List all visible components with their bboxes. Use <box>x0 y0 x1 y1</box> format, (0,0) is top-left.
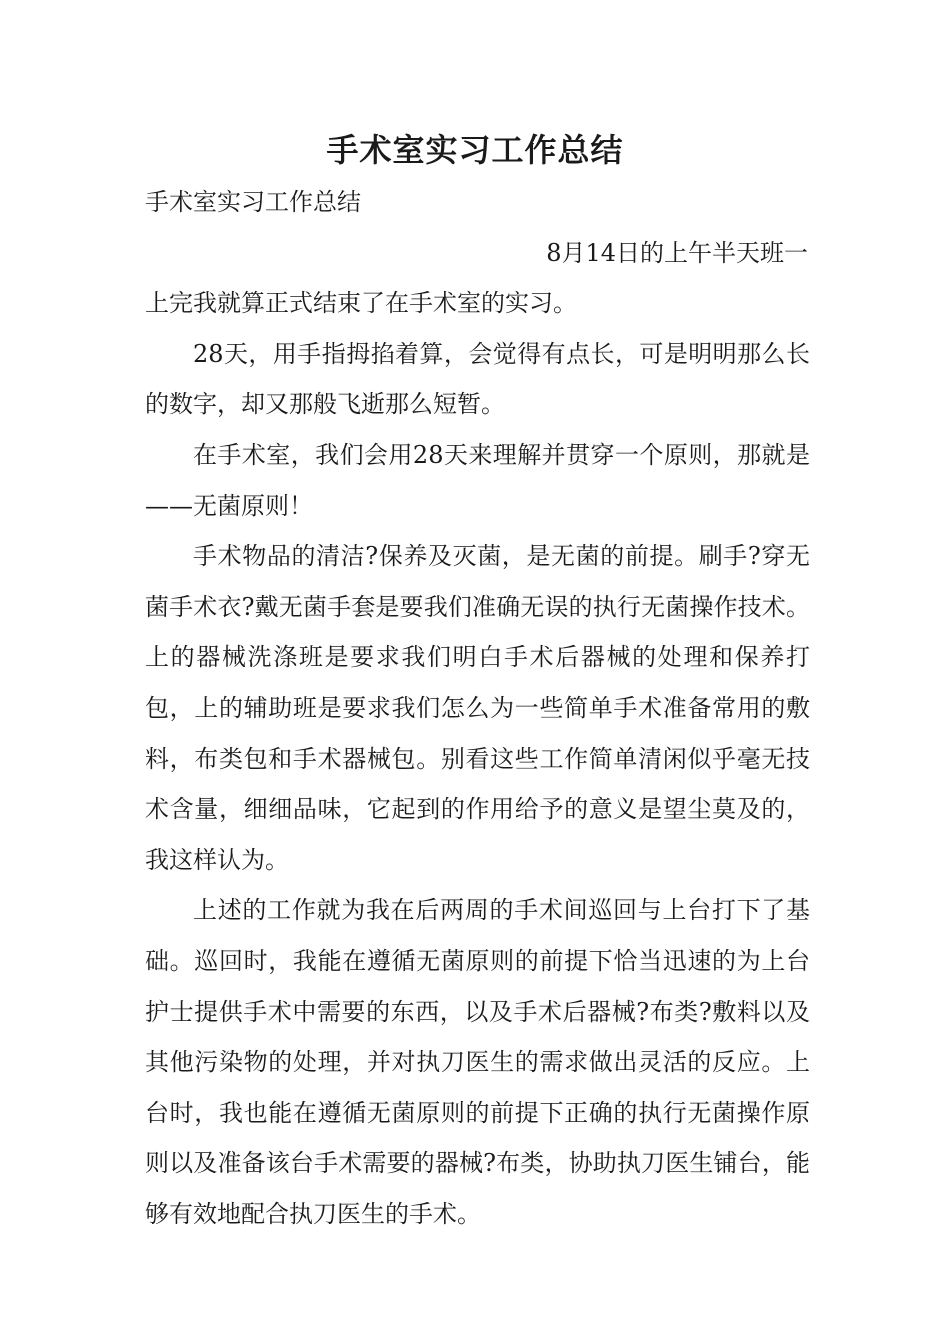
paragraph-1: 上完我就算正式结束了在手术室的实习。 <box>145 289 577 318</box>
document-body <box>145 177 810 1239</box>
document-subtitle: 手术室实习工作总结 <box>145 188 361 216</box>
paragraph-4: 手术物品的清洁?保养及灭菌，是无菌的前提。刷手?穿无菌手术衣?戴无菌手套是要我们准确无误的执行无菌操作技术。上的器械洗涤班是要求我们明白手术后器械的处理和保养打包，上的辅助班是要求我们怎么为一些简单手术准备常用的敷料，布类包和手术器械包。别看这些工作简单清闲似乎毫无技术含量，细细品味，它起到的作用给予的意义是望尘莫及的，我这样认为。 <box>145 542 810 874</box>
document-title: 手术室实习工作总结 <box>326 131 624 169</box>
paragraph-5: 上述的工作就为我在后两周的手术间巡回与上台打下了基础。巡回时，我能在遵循无菌原则的前提下恰当迅速的为上台护士提供手术中需要的东西，以及手术后器械?布类?敷料以及其他污染物的处理，并对执刀医生的需求做出灵活的反应。上台时，我也能在遵循无菌原则的前提下正确的执行无菌操作原则以及准备该台手术需要的器械?布类，协助执刀医生铺台，能够有效地配合执刀医生的手术。 <box>145 896 810 1228</box>
date-line: 8月14日的上午半天班一 <box>546 238 808 267</box>
paragraph-3: 在手术室，我们会用28天来理解并贯穿一个原则，那就是——无菌原则！ <box>145 440 810 520</box>
paragraph-2: 28天，用手指拇掐着算，会觉得有点长，可是明明那么长的数字，却又那般飞逝那么短暂。 <box>145 339 810 419</box>
